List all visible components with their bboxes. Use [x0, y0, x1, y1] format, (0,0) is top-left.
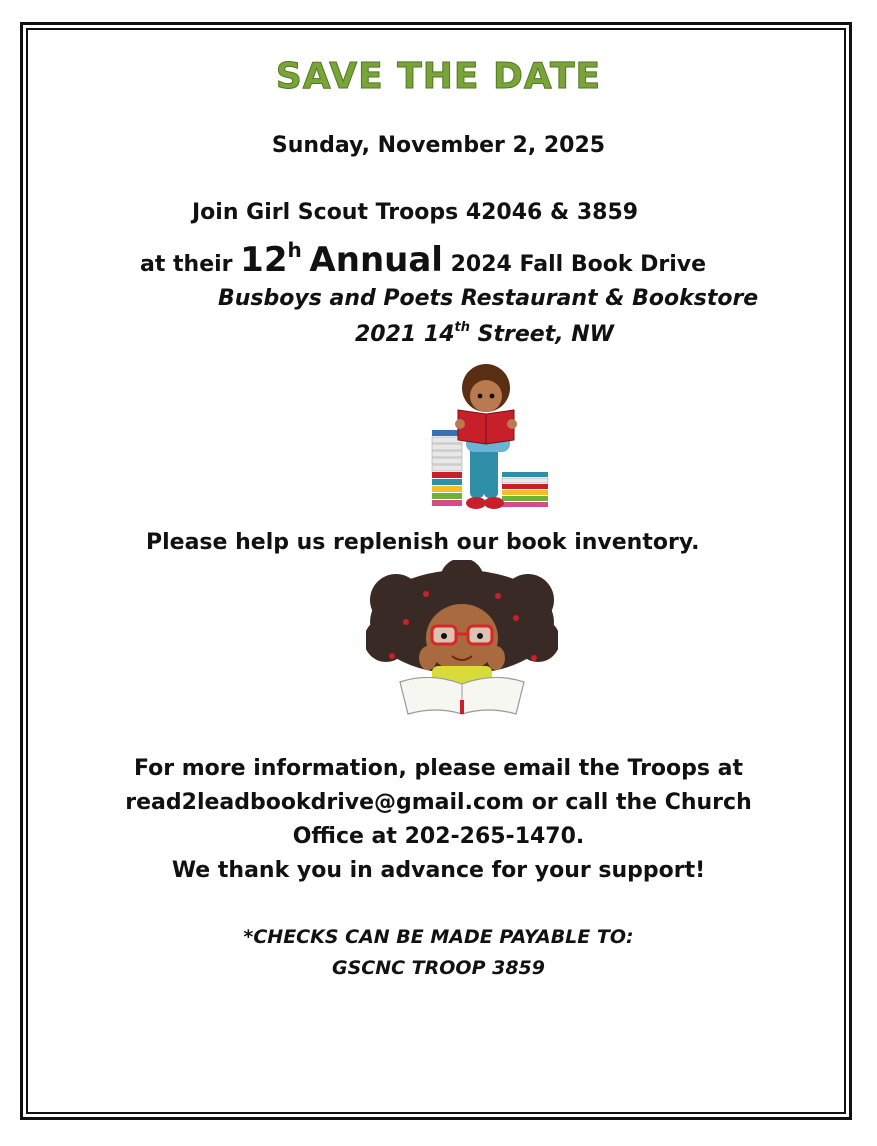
boy-reading-illustration	[428, 362, 552, 514]
checks-line-2: GSCNC TROOP 3859	[332, 957, 545, 979]
event-date: Sunday, November 2, 2025	[271, 133, 606, 158]
annual-number: 12	[240, 240, 288, 280]
address-superscript: th	[454, 320, 470, 335]
address-street: Street, NW	[470, 322, 614, 347]
annual-superscript: h	[287, 238, 302, 262]
help-line: Please help us replenish our book inventory.	[146, 530, 700, 555]
info-line-4: We thank you in advance for your support!	[171, 858, 706, 883]
address-number: 2021 14	[355, 322, 455, 347]
book-stack-left	[432, 430, 462, 506]
info-line-1: For more information, please email the Troops at	[133, 756, 744, 781]
contact-info	[0, 752, 877, 888]
book-stack-right	[502, 472, 548, 507]
info-line-3: Office at 202-265-1470.	[292, 824, 585, 849]
venue-name: Busboys and Poets Restaurant & Bookstore	[218, 286, 759, 311]
annual-suffix: 2024 Fall Book Drive	[442, 252, 707, 277]
join-line: Join Girl Scout Troops 42046 & 3859	[192, 200, 639, 225]
info-line-2: read2leadbookdrive@gmail.com or call the Church	[125, 790, 752, 815]
checks-note	[0, 922, 877, 984]
save-the-date-title: SAVE THE DATE	[275, 56, 602, 97]
annual-word: Annual	[309, 240, 443, 280]
annual-prefix: at their	[140, 252, 241, 277]
checks-line-1: *CHECKS CAN BE MADE PAYABLE TO:	[243, 926, 634, 948]
girl-reading-illustration	[366, 560, 558, 718]
annual-line	[140, 238, 706, 280]
venue-address	[355, 320, 614, 347]
